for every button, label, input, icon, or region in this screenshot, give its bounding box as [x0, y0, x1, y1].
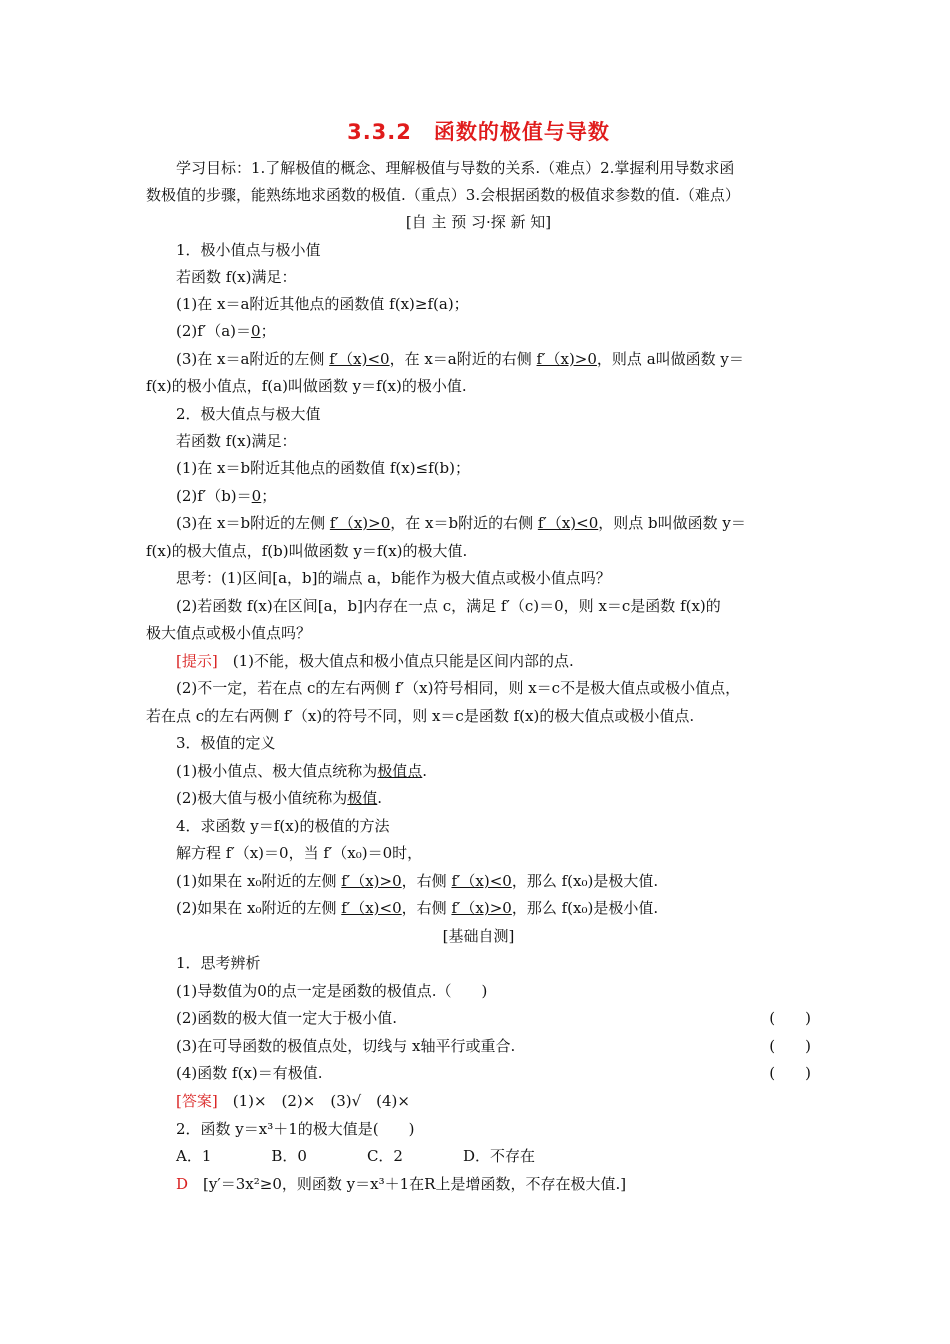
q2-stem: 2．函数 y＝x³＋1的极大值是( ) [176, 1120, 415, 1138]
answer-bracket: ( ) [769, 1037, 811, 1055]
p4-heading: 4．求函数 y＝f(x)的极值的方法 [176, 817, 390, 835]
hint-line-1: [提示] (1)不能，极大值点和极小值点只能是区间内部的点. [176, 652, 574, 670]
p2-condition-1: (1)在 x＝b附近其他点的函数值 f(x)≤f(b)； [176, 459, 470, 477]
think-question-1: 思考：(1)区间[a，b]的端点 a，b能作为极大值点或极小值点吗？ [176, 569, 611, 587]
p3-heading: 3．极值的定义 [176, 734, 276, 752]
p1-heading: 1．极小值点与极小值 [176, 241, 321, 259]
p2-intro: 若函数 f(x)满足： [176, 432, 297, 450]
objectives-line-2: 数极值的步骤，能熟练地求函数的极值.（重点）3.会根据函数的极值求参数的值.（难点） [146, 186, 740, 204]
p1-condition-3: (3)在 x＝a附近的左侧 f′（x)<0，在 x＝a附近的右侧 f′（x)>0，则点 a叫做函数 y＝ [176, 350, 744, 368]
q1-heading: 1．思考辨析 [176, 954, 261, 972]
section-preview-heading: [自 主 预 习·探 新 知] [405, 213, 552, 231]
p4-line-1: (1)如果在 x₀附近的左侧 f′（x)>0，右侧 f′（x)<0，那么 f(x₀)是极大值. [176, 872, 659, 890]
q1-item-4: (4)函数 f(x)＝有极值. ( ) [176, 1064, 811, 1082]
answer-bracket: ( ) [769, 1009, 811, 1027]
p4-blank-3: f′（x)<0 [341, 899, 402, 917]
p4-line-2: (2)如果在 x₀附近的左侧 f′（x)<0，右侧 f′（x)>0，那么 f(x₀)是极小值. [176, 899, 659, 917]
hint-line-2: (2)不一定，若在点 c的左右两侧 f′（x)符号相同，则 x＝c不是极大值点或极小值点， [176, 679, 741, 697]
hint-tag: [提示] [176, 652, 218, 670]
p1-condition-2: (2)f′（a)＝0； [176, 322, 276, 340]
answer-bracket: ( ) [769, 1064, 811, 1082]
p3-line-1: (1)极小值点、极大值点统称为极值点. [176, 762, 428, 780]
p1-blank-left: f′（x)<0 [329, 350, 390, 368]
p3-line-2: (2)极大值与极小值统称为极值. [176, 789, 383, 807]
q2-options: A．1 B．0 C．2 D．不存在 [176, 1147, 535, 1165]
p2-condition-3: (3)在 x＝b附近的左侧 f′（x)>0，在 x＝b附近的右侧 f′（x)<0，则点 b叫做函数 y＝ [176, 514, 746, 532]
p2-blank-right: f′（x)<0 [537, 514, 599, 532]
answer-letter: D [176, 1175, 189, 1193]
q1-item-3: (3)在可导函数的极值点处，切线与 x轴平行或重合. ( ) [176, 1037, 811, 1055]
p2-heading: 2．极大值点与极大值 [176, 405, 321, 423]
p2-condition-3-cont: f(x)的极大值点，f(b)叫做函数 y＝f(x)的极大值. [146, 542, 468, 560]
p4-blank-1: f′（x)>0 [341, 872, 402, 890]
q1-item-2: (2)函数的极大值一定大于极小值. ( ) [176, 1009, 811, 1027]
p4-intro: 解方程 f′（x)＝0，当 f′（x₀)＝0时， [176, 844, 423, 862]
p2-condition-2: (2)f′（b)＝0； [176, 487, 277, 505]
p3-blank-extreme-point: 极值点 [377, 762, 423, 780]
p1-intro: 若函数 f(x)满足： [176, 268, 297, 286]
section-test-heading: [基础自测] [442, 927, 515, 945]
p2-blank-zero: 0 [251, 487, 262, 505]
p1-condition-1: (1)在 x＝a附近其他点的函数值 f(x)≥f(a)； [176, 295, 469, 313]
q2-answer: D [y′＝3x²≥0，则函数 y＝x³＋1在R上是增函数，不存在极大值.] [176, 1175, 627, 1193]
p3-blank-extreme-value: 极值 [347, 789, 378, 807]
hint-line-3: 若在点 c的左右两侧 f′（x)的符号不同，则 x＝c是函数 f(x)的极大值点或极小值点. [146, 707, 695, 725]
think-question-2: (2)若函数 f(x)在区间[a，b]内存在一点 c，满足 f′（c)＝0，则 x＝c是函数 f(x)的 [176, 597, 721, 615]
p4-blank-2: f′（x)<0 [451, 872, 512, 890]
p1-blank-right: f′（x)>0 [536, 350, 597, 368]
p4-blank-4: f′（x)>0 [451, 899, 512, 917]
q1-item-1: (1)导数值为0的点一定是函数的极值点.（ ) [176, 982, 488, 1000]
page-title: 3.3.2 函数的极值与导数 [347, 120, 610, 144]
q1-answer: [答案] (1)× (2)× (3)√ (4)× [176, 1092, 410, 1110]
p1-blank-zero: 0 [251, 322, 261, 340]
p1-condition-3-cont: f(x)的极小值点，f(a)叫做函数 y＝f(x)的极小值. [146, 377, 467, 395]
objectives-line-1: 学习目标：1.了解极值的概念、理解极值与导数的关系.（难点）2.掌握利用导数求函 [176, 159, 735, 177]
answer-tag: [答案] [176, 1092, 218, 1110]
p2-blank-left: f′（x)>0 [329, 514, 391, 532]
think-question-2-cont: 极大值点或极小值点吗？ [146, 624, 312, 642]
